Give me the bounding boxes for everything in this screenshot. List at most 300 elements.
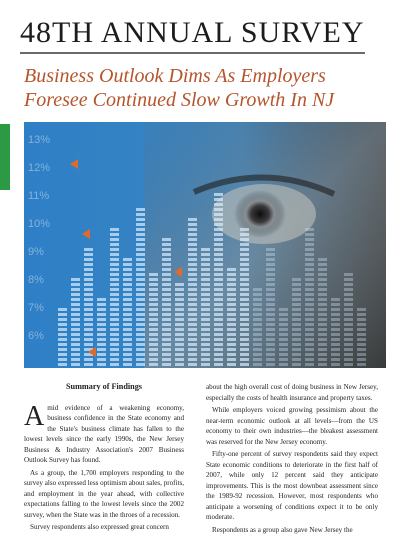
subtitle-line-1: Business Outlook Dims As Employers <box>24 65 326 87</box>
chart-bar-segment <box>305 258 314 261</box>
chart-bar-segment <box>292 288 301 291</box>
chart-bar-segment <box>214 293 223 296</box>
paragraph: Respondents as a group also gave New Jersey the <box>212 525 353 534</box>
chart-bar-segment <box>292 343 301 346</box>
chart-bar-segment <box>344 363 353 366</box>
chart-bar-segment <box>110 298 119 301</box>
chart-bar-segment <box>188 278 197 281</box>
chart-bar-segment <box>331 303 340 306</box>
chart-bar-segment <box>136 233 145 236</box>
chart-bar-segment <box>58 308 67 311</box>
chart-bar-segment <box>357 343 366 346</box>
chart-bar-segment <box>136 313 145 316</box>
chart-bar-segment <box>149 313 158 316</box>
chart-bar-segment <box>227 363 236 366</box>
chart-bar-segment <box>331 313 340 316</box>
chart-bar-segment <box>227 318 236 321</box>
chart-bar-segment <box>71 358 80 361</box>
paragraph-text: mid evidence of a weakening economy, business confidence in the State economy and the State's business climate has fallen to the lowest levels since the early 1990s, the New Jersey Business & Industry Association's 2007 Business Outlook Survey has found. <box>24 403 184 464</box>
chart-bar-segment <box>188 298 197 301</box>
chart-bar-segment <box>123 353 132 356</box>
chart-bar-segment <box>84 338 93 341</box>
chart-bar-segment <box>266 353 275 356</box>
chart-bar-segment <box>149 363 158 366</box>
chart-bar-segment <box>58 353 67 356</box>
chart-bar-segment <box>162 238 171 241</box>
chart-bar-segment <box>136 328 145 331</box>
chart-bar-segment <box>344 293 353 296</box>
chart-bar-segment <box>71 328 80 331</box>
chart-bar-segment <box>110 293 119 296</box>
chart-bar-segment <box>162 348 171 351</box>
chart-bar-segment <box>305 268 314 271</box>
chart-bar-segment <box>110 338 119 341</box>
chart-bar-segment <box>71 318 80 321</box>
chart-bar-segment <box>240 293 249 296</box>
chart-bar-segment <box>162 323 171 326</box>
chart-bar-segment <box>84 343 93 346</box>
paragraph: Survey respondents also expressed great concern <box>30 523 169 531</box>
chart-bar-segment <box>110 273 119 276</box>
chart-bar-segment <box>253 323 262 326</box>
chart-bar-segment <box>214 273 223 276</box>
chart-bar-segment <box>214 203 223 206</box>
chart-bar-segment <box>97 343 106 346</box>
chart-bar-segment <box>266 293 275 296</box>
chart-bar-segment <box>84 293 93 296</box>
chart-bar-segment <box>357 323 366 326</box>
chart-bar-segment <box>227 308 236 311</box>
chart-bar-segment <box>136 303 145 306</box>
chart-bar-segment <box>123 273 132 276</box>
chart-bar-segment <box>188 338 197 341</box>
chart-bar-segment <box>162 268 171 271</box>
chart-bar-segment <box>84 248 93 251</box>
chart-bar-segment <box>123 283 132 286</box>
chart-bar-segment <box>58 343 67 346</box>
chart-bar-segment <box>188 283 197 286</box>
chart-bar-segment <box>279 353 288 356</box>
chart-bar-segment <box>227 358 236 361</box>
chart-bar-segment <box>136 358 145 361</box>
chart-bar-segment <box>201 283 210 286</box>
chart-bar-segment <box>253 338 262 341</box>
chart-bar-segment <box>292 313 301 316</box>
chart-bar-segment <box>162 328 171 331</box>
chart-bar-segment <box>214 233 223 236</box>
chart-bar-segment <box>188 223 197 226</box>
chart-bar-segment <box>162 333 171 336</box>
drop-cap: A <box>24 400 45 432</box>
chart-bar-segment <box>188 253 197 256</box>
chart-bar-segment <box>227 343 236 346</box>
chart-bar-segment <box>305 273 314 276</box>
chart-bar-segment <box>214 308 223 311</box>
chart-bar-segment <box>253 358 262 361</box>
chart-bar-segment <box>214 268 223 271</box>
chart-bar-segment <box>292 358 301 361</box>
chart-bar-segment <box>84 298 93 301</box>
chart-bar-segment <box>201 363 210 366</box>
chart-bar-segment <box>318 323 327 326</box>
chart-bar-segment <box>305 348 314 351</box>
chart-bar-segment <box>279 323 288 326</box>
chart-bar-segment <box>214 348 223 351</box>
chart-bar-segment <box>214 298 223 301</box>
chart-bar-segment <box>240 273 249 276</box>
chart-bar-segment <box>253 293 262 296</box>
chart-bar-segment <box>318 268 327 271</box>
chart-bar-segment <box>188 268 197 271</box>
chart-bar-segment <box>227 353 236 356</box>
chart-bar-segment <box>240 283 249 286</box>
chart-bar-segment <box>84 303 93 306</box>
chart-bar-segment <box>136 228 145 231</box>
chart-bar-segment <box>266 323 275 326</box>
chart-bar-segment <box>214 243 223 246</box>
chart-bar-segment <box>240 363 249 366</box>
chart-bar-segment <box>357 338 366 341</box>
chart-bar-segment <box>266 258 275 261</box>
chart-bar-segment <box>292 308 301 311</box>
chart-bar-segment <box>149 278 158 281</box>
chart-bar-segment <box>214 318 223 321</box>
chart-tick-label: 13% <box>28 134 51 146</box>
chart-bar-segment <box>344 278 353 281</box>
chart-bar-segment <box>162 293 171 296</box>
chart-bar-segment <box>149 348 158 351</box>
chart-bar-segment <box>97 328 106 331</box>
chart-bar-segment <box>318 288 327 291</box>
chart-bar-segment <box>201 343 210 346</box>
chart-bar-segment <box>175 358 184 361</box>
chart-bar-segment <box>357 353 366 356</box>
chart-bar-segment <box>110 348 119 351</box>
chart-bar-segment <box>136 273 145 276</box>
chart-bar-segment <box>175 338 184 341</box>
chart-bar-segment <box>292 328 301 331</box>
chart-bar-segment <box>201 278 210 281</box>
chart-bar-segment <box>71 308 80 311</box>
chart-bar-segment <box>97 363 106 366</box>
chart-bar-segment <box>97 298 106 301</box>
chart-bar-segment <box>344 273 353 276</box>
chart-bar-segment <box>240 343 249 346</box>
chart-bar-segment <box>279 318 288 321</box>
chart-bar-segment <box>266 358 275 361</box>
chart-bar-segment <box>188 248 197 251</box>
chart-bar-segment <box>123 308 132 311</box>
chart-bar-segment <box>266 343 275 346</box>
chart-bar-segment <box>123 303 132 306</box>
chart-bar-segment <box>84 283 93 286</box>
chart-bar-segment <box>136 293 145 296</box>
chart-bar-segment <box>84 318 93 321</box>
chart-bar-segment <box>162 283 171 286</box>
chart-bar-segment <box>188 288 197 291</box>
chart-bar-segment <box>305 363 314 366</box>
chart-bar-segment <box>305 318 314 321</box>
chart-bar-segment <box>136 238 145 241</box>
chart-bar-segment <box>84 313 93 316</box>
chart-bar-segment <box>240 228 249 231</box>
chart-bar-segment <box>344 348 353 351</box>
chart-bar-segment <box>162 273 171 276</box>
chart-bar-segment <box>318 278 327 281</box>
chart-bar-segment <box>175 333 184 336</box>
chart-bar-segment <box>110 358 119 361</box>
chart-bar-segment <box>253 308 262 311</box>
chart-bar-segment <box>266 253 275 256</box>
chart-bar-segment <box>214 283 223 286</box>
chart-bar-segment <box>136 283 145 286</box>
chart-bar-segment <box>71 363 80 366</box>
chart-bar-segment <box>97 348 106 351</box>
chart-bar-segment <box>292 298 301 301</box>
chart-bar-segment <box>240 328 249 331</box>
chart-bar-segment <box>123 313 132 316</box>
chart-bar-segment <box>292 293 301 296</box>
chart-bar-segment <box>71 283 80 286</box>
chart-bar-segment <box>110 333 119 336</box>
chart-bar-segment <box>266 308 275 311</box>
chart-bar-segment <box>110 268 119 271</box>
chart-bar-segment <box>110 228 119 231</box>
chart-bar-segment <box>240 278 249 281</box>
chart-bar-segment <box>123 318 132 321</box>
chart-bar-segment <box>188 303 197 306</box>
chart-bar-segment <box>136 213 145 216</box>
chart-bar-segment <box>149 273 158 276</box>
chart-bar-segment <box>136 323 145 326</box>
chart-bar-segment <box>136 253 145 256</box>
chart-bar-segment <box>123 328 132 331</box>
title-rule <box>20 52 365 54</box>
chart-bar-segment <box>175 298 184 301</box>
chart-bar-segment <box>175 288 184 291</box>
chart-bar-segment <box>136 318 145 321</box>
chart-bar-segment <box>175 318 184 321</box>
chart-bar-segment <box>266 303 275 306</box>
chart-bar-segment <box>188 258 197 261</box>
chart-bar-segment <box>240 303 249 306</box>
chart-bar-segment <box>162 308 171 311</box>
chart-bar-segment <box>123 288 132 291</box>
chart-bar-segment <box>253 328 262 331</box>
chart-bar-segment <box>253 303 262 306</box>
chart-bar-segment <box>136 298 145 301</box>
chart-bar-segment <box>318 363 327 366</box>
chart-bar-segment <box>331 358 340 361</box>
paragraph: about the high overall cost of doing business in New Jersey, especially the costs of health insurance and property taxes. <box>206 383 378 402</box>
chart-bar-segment <box>84 288 93 291</box>
chart-bar-segment <box>136 248 145 251</box>
chart-bar-segment <box>97 358 106 361</box>
chart-bar-segment <box>58 363 67 366</box>
chart-bar-segment <box>123 358 132 361</box>
chart-bar-segment <box>214 258 223 261</box>
chart-bar-segment <box>71 313 80 316</box>
chart-bar-segment <box>188 333 197 336</box>
chart-bar-segment <box>136 243 145 246</box>
chart-bar-segment <box>84 333 93 336</box>
chart-bar-segment <box>292 363 301 366</box>
chart-bar-segment <box>214 323 223 326</box>
chart-bar-segment <box>227 338 236 341</box>
chart-bar-segment <box>201 318 210 321</box>
chart-bar-segment <box>214 238 223 241</box>
chart-bar-segment <box>58 323 67 326</box>
chart-bar-segment <box>162 243 171 246</box>
chart-bar-segment <box>71 343 80 346</box>
chart-bar-segment <box>305 358 314 361</box>
chart-bar-segment <box>123 323 132 326</box>
chart-bar-segment <box>58 313 67 316</box>
chart-bar-segment <box>136 363 145 366</box>
chart-bar-segment <box>149 338 158 341</box>
chart-bar-segment <box>201 253 210 256</box>
chart-bar-segment <box>175 283 184 286</box>
chart-bar-segment <box>305 253 314 256</box>
chart-bar-segment <box>201 248 210 251</box>
article-column-left <box>24 382 184 535</box>
chart-bar-segment <box>266 278 275 281</box>
chart-bar-segment <box>305 278 314 281</box>
chart-bar-segment <box>110 318 119 321</box>
chart-bar-segment <box>253 333 262 336</box>
chart-bar-segment <box>344 318 353 321</box>
chart-bar-segment <box>344 288 353 291</box>
chart-bar-segment <box>240 258 249 261</box>
chart-bar-segment <box>331 318 340 321</box>
chart-bar-segment <box>240 248 249 251</box>
chart-bar-segment <box>279 308 288 311</box>
chart-bar-segment <box>162 298 171 301</box>
chart-bar-segment <box>318 283 327 286</box>
chart-bar-segment <box>266 298 275 301</box>
chart-bar-segment <box>110 343 119 346</box>
chart-bar-segment <box>214 343 223 346</box>
chart-bar-segment <box>188 308 197 311</box>
chart-bar-segment <box>253 318 262 321</box>
chart-bar-segment <box>110 258 119 261</box>
chart-bar-segment <box>97 333 106 336</box>
chart-bar-segment <box>331 333 340 336</box>
chart-bar-segment <box>344 353 353 356</box>
chart-bar-segment <box>123 263 132 266</box>
chart-bar-segment <box>305 303 314 306</box>
chart-bar-segment <box>110 308 119 311</box>
chart-bar-segment <box>149 328 158 331</box>
chart-bar-segment <box>344 358 353 361</box>
chart-bar-segment <box>162 258 171 261</box>
chart-bar-segment <box>305 333 314 336</box>
chart-bar-segment <box>240 333 249 336</box>
chart-bar-segment <box>318 303 327 306</box>
chart-bar-segment <box>71 348 80 351</box>
chart-bar-segment <box>162 248 171 251</box>
chart-bar-segment <box>292 323 301 326</box>
chart-bar-segment <box>84 258 93 261</box>
chart-bar-segment <box>240 298 249 301</box>
chart-bar-segment <box>227 323 236 326</box>
chart-bar-segment <box>357 348 366 351</box>
chart-bar-segment <box>240 353 249 356</box>
chart-bar-segment <box>214 213 223 216</box>
chart-bar-segment <box>201 328 210 331</box>
chart-bar-segment <box>279 313 288 316</box>
chart-bar-segment <box>175 353 184 356</box>
chart-bar-segment <box>266 318 275 321</box>
chart-bar-segment <box>331 308 340 311</box>
chart-bar-segment <box>136 278 145 281</box>
chart-bar-segment <box>188 263 197 266</box>
chart-bar-segment <box>279 338 288 341</box>
chart-bar-segment <box>331 338 340 341</box>
chart-bar-segment <box>344 298 353 301</box>
chart-bar-segment <box>201 298 210 301</box>
chart-bar-segment <box>136 258 145 261</box>
chart-bar-segment <box>214 193 223 196</box>
chart-bar-segment <box>188 293 197 296</box>
chart-bar-segment <box>162 313 171 316</box>
chart-bar-segment <box>214 333 223 336</box>
chart-bar-segment <box>305 343 314 346</box>
subtitle-line-2: Foresee Continued Slow Growth In NJ <box>24 89 335 111</box>
chart-bar-segment <box>188 353 197 356</box>
chart-bar-segment <box>240 308 249 311</box>
chart-bar-segment <box>344 308 353 311</box>
chart-bar-segment <box>175 323 184 326</box>
chart-bar-segment <box>84 278 93 281</box>
chart-bar-segment <box>175 293 184 296</box>
chart-bar-segment <box>136 223 145 226</box>
chart-bar-segment <box>214 313 223 316</box>
chart-bar-segment <box>149 318 158 321</box>
chart-bar-segment <box>214 358 223 361</box>
chart-bar-segment <box>305 243 314 246</box>
chart-bar-segment <box>188 348 197 351</box>
chart-bar-segment <box>136 218 145 221</box>
chart-bar-segment <box>266 263 275 266</box>
chart-bar-segment <box>292 353 301 356</box>
chart-bar-segment <box>214 278 223 281</box>
chart-bar-segment <box>97 303 106 306</box>
chart-bar-segment <box>253 363 262 366</box>
chart-bar-segment <box>149 303 158 306</box>
chart-bar-segment <box>318 338 327 341</box>
chart-bar-segment <box>318 263 327 266</box>
chart-bar-segment <box>357 308 366 311</box>
chart-bar-segment <box>149 358 158 361</box>
chart-bar-segment <box>227 273 236 276</box>
chart-bar-segment <box>136 348 145 351</box>
chart-bar-segment <box>318 333 327 336</box>
chart-bar-segment <box>71 293 80 296</box>
paragraph: As a group, the 1,700 employers responding to the survey also expressed less optimism about sales, profits, and employment in the year ahead, with collective expectations falling to the lowest levels since the 2002 survey, when the State was in the throes of a recession. <box>24 468 184 519</box>
chart-bar-segment <box>149 343 158 346</box>
chart-tick-label: 12% <box>28 162 51 174</box>
chart-bar-segment <box>201 288 210 291</box>
chart-bar-segment <box>214 253 223 256</box>
chart-bar-segment <box>266 363 275 366</box>
chart-bar-segment <box>279 328 288 331</box>
chart-bar-segment <box>214 338 223 341</box>
chart-bar-segment <box>305 238 314 241</box>
chart-bar-segment <box>305 308 314 311</box>
chart-bar-segment <box>240 263 249 266</box>
chart-bar-segment <box>227 303 236 306</box>
